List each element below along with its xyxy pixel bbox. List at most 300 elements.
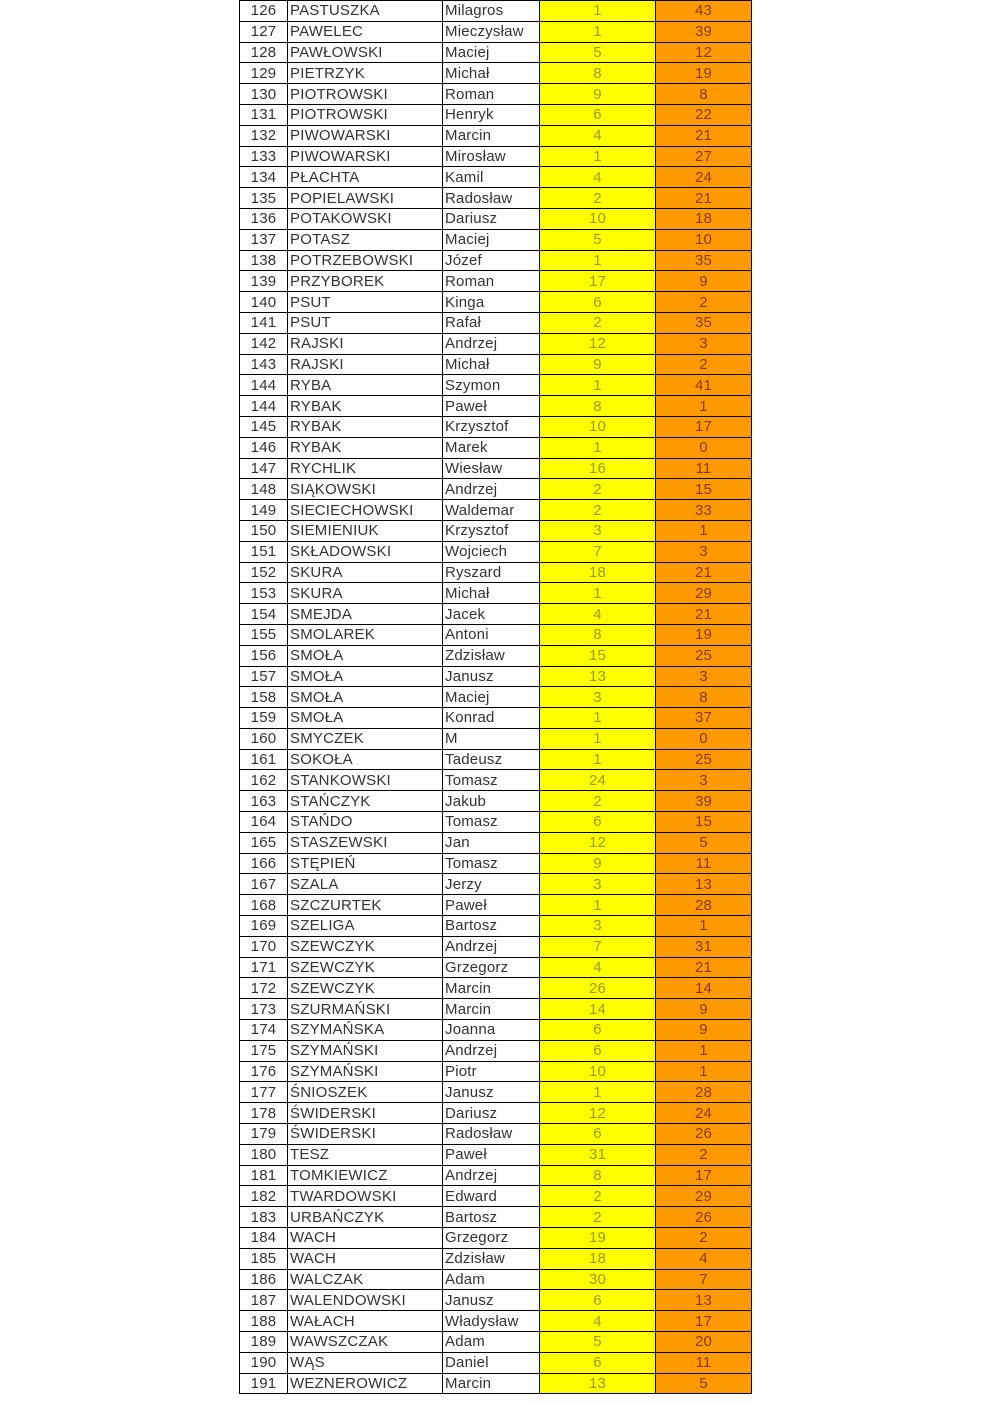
table-row	[240, 936, 752, 957]
surname-cell: SIECIECHOWSKI	[288, 500, 443, 521]
value-2-cell: 28	[656, 895, 752, 916]
value-1-cell: 3	[540, 520, 656, 541]
surname-cell: SZURMAŃSKI	[288, 999, 443, 1020]
row-number-cell: 173	[240, 999, 288, 1020]
value-2-cell: 28	[656, 1082, 752, 1103]
row-number-cell: 128	[240, 42, 288, 63]
surname-cell: URBAŃCZYK	[288, 1207, 443, 1228]
surname-cell: PIETRZYK	[288, 63, 443, 84]
value-1-cell: 2	[540, 1207, 656, 1228]
first-name-cell: Rafał	[443, 312, 540, 333]
first-name-cell: Marcin	[443, 125, 540, 146]
surname-cell: RYCHLIK	[288, 458, 443, 479]
surname-cell: STĘPIEŃ	[288, 853, 443, 874]
row-number-cell: 186	[240, 1269, 288, 1290]
table-row	[240, 604, 752, 625]
value-1-cell: 13	[540, 666, 656, 687]
table-row	[240, 541, 752, 562]
first-name-cell: Henryk	[443, 104, 540, 125]
row-number-cell: 142	[240, 333, 288, 354]
value-1-cell: 6	[540, 812, 656, 833]
row-number-cell: 158	[240, 687, 288, 708]
surname-cell: RAJSKI	[288, 354, 443, 375]
table-row	[240, 104, 752, 125]
surname-cell: SIEMIENIUK	[288, 520, 443, 541]
surname-cell: PIWOWARSKI	[288, 146, 443, 167]
value-1-cell: 4	[540, 167, 656, 188]
first-name-cell: Janusz	[443, 1082, 540, 1103]
surname-cell: SKURA	[288, 583, 443, 604]
table-row	[240, 1082, 752, 1103]
results-table	[239, 0, 752, 1394]
first-name-cell: Krzysztof	[443, 416, 540, 437]
value-1-cell: 16	[540, 458, 656, 479]
surname-cell: SIĄKOWSKI	[288, 479, 443, 500]
first-name-cell: Bartosz	[443, 1207, 540, 1228]
surname-cell: RAJSKI	[288, 333, 443, 354]
value-2-cell: 15	[656, 812, 752, 833]
first-name-cell: Michał	[443, 354, 540, 375]
value-1-cell: 1	[540, 21, 656, 42]
surname-cell: SKURA	[288, 562, 443, 583]
table-row	[240, 708, 752, 729]
first-name-cell: Władysław	[443, 1311, 540, 1332]
surname-cell: PŁACHTA	[288, 167, 443, 188]
value-1-cell: 10	[540, 416, 656, 437]
value-1-cell: 4	[540, 125, 656, 146]
table-row	[240, 1332, 752, 1353]
value-1-cell: 6	[540, 1352, 656, 1373]
surname-cell: ŚWIDERSKI	[288, 1103, 443, 1124]
table-row	[240, 583, 752, 604]
first-name-cell: Ryszard	[443, 562, 540, 583]
table-row	[240, 229, 752, 250]
table-row	[240, 749, 752, 770]
first-name-cell: Maciej	[443, 229, 540, 250]
table-row	[240, 978, 752, 999]
first-name-cell: Jerzy	[443, 874, 540, 895]
first-name-cell: Paweł	[443, 1144, 540, 1165]
row-number-cell: 139	[240, 271, 288, 292]
first-name-cell: Andrzej	[443, 1040, 540, 1061]
row-number-cell: 180	[240, 1144, 288, 1165]
table-row	[240, 1248, 752, 1269]
surname-cell: POTAKOWSKI	[288, 208, 443, 229]
value-1-cell: 7	[540, 541, 656, 562]
first-name-cell: Grzegorz	[443, 1228, 540, 1249]
surname-cell: PAWŁOWSKI	[288, 42, 443, 63]
table-row	[240, 895, 752, 916]
value-1-cell: 1	[540, 749, 656, 770]
surname-cell: WALCZAK	[288, 1269, 443, 1290]
table-row	[240, 396, 752, 417]
value-2-cell: 11	[656, 853, 752, 874]
value-1-cell: 9	[540, 84, 656, 105]
value-2-cell: 11	[656, 458, 752, 479]
table-row	[240, 1040, 752, 1061]
row-number-cell: 171	[240, 957, 288, 978]
surname-cell: STAŃCZYK	[288, 791, 443, 812]
table-row	[240, 1186, 752, 1207]
value-2-cell: 0	[656, 437, 752, 458]
value-2-cell: 39	[656, 791, 752, 812]
value-2-cell: 5	[656, 1373, 752, 1394]
surname-cell: ŚWIDERSKI	[288, 1124, 443, 1145]
surname-cell: STAŃDO	[288, 812, 443, 833]
value-2-cell: 43	[656, 1, 752, 22]
surname-cell: WAWSZCZAK	[288, 1332, 443, 1353]
value-2-cell: 15	[656, 479, 752, 500]
first-name-cell: Wiesław	[443, 458, 540, 479]
first-name-cell: Jakub	[443, 791, 540, 812]
surname-cell: TESZ	[288, 1144, 443, 1165]
table-row	[240, 250, 752, 271]
row-number-cell: 166	[240, 853, 288, 874]
surname-cell: SKŁADOWSKI	[288, 541, 443, 562]
first-name-cell: Tomasz	[443, 770, 540, 791]
row-number-cell: 161	[240, 749, 288, 770]
value-2-cell: 21	[656, 125, 752, 146]
value-1-cell: 31	[540, 1144, 656, 1165]
table-row	[240, 292, 752, 313]
value-1-cell: 4	[540, 957, 656, 978]
table-row	[240, 666, 752, 687]
value-1-cell: 1	[540, 375, 656, 396]
surname-cell: PASTUSZKA	[288, 1, 443, 22]
surname-cell: PSUT	[288, 312, 443, 333]
value-2-cell: 17	[656, 416, 752, 437]
surname-cell: RYBAK	[288, 416, 443, 437]
value-1-cell: 1	[540, 583, 656, 604]
value-1-cell: 1	[540, 250, 656, 271]
table-row	[240, 1290, 752, 1311]
first-name-cell: Kinga	[443, 292, 540, 313]
value-1-cell: 19	[540, 1228, 656, 1249]
surname-cell: STANKOWSKI	[288, 770, 443, 791]
row-number-cell: 191	[240, 1373, 288, 1394]
table-row	[240, 1020, 752, 1041]
table-row	[240, 1061, 752, 1082]
surname-cell: SOKOŁA	[288, 749, 443, 770]
value-2-cell: 21	[656, 188, 752, 209]
value-2-cell: 31	[656, 936, 752, 957]
row-number-cell: 153	[240, 583, 288, 604]
first-name-cell: Andrzej	[443, 936, 540, 957]
surname-cell: WAŁACH	[288, 1311, 443, 1332]
value-2-cell: 37	[656, 708, 752, 729]
value-1-cell: 6	[540, 292, 656, 313]
first-name-cell: Waldemar	[443, 500, 540, 521]
value-1-cell: 30	[540, 1269, 656, 1290]
row-number-cell: 185	[240, 1248, 288, 1269]
row-number-cell: 133	[240, 146, 288, 167]
table-row	[240, 1165, 752, 1186]
row-number-cell: 189	[240, 1332, 288, 1353]
surname-cell: SMYCZEK	[288, 728, 443, 749]
row-number-cell: 143	[240, 354, 288, 375]
value-1-cell: 2	[540, 500, 656, 521]
row-number-cell: 147	[240, 458, 288, 479]
table-row	[240, 1144, 752, 1165]
value-1-cell: 5	[540, 229, 656, 250]
value-2-cell: 22	[656, 104, 752, 125]
row-number-cell: 187	[240, 1290, 288, 1311]
value-1-cell: 2	[540, 791, 656, 812]
value-2-cell: 25	[656, 749, 752, 770]
surname-cell: WEZNEROWICZ	[288, 1373, 443, 1394]
value-1-cell: 8	[540, 1165, 656, 1186]
surname-cell: PIOTROWSKI	[288, 84, 443, 105]
first-name-cell: Edward	[443, 1186, 540, 1207]
first-name-cell: Paweł	[443, 396, 540, 417]
first-name-cell: Andrzej	[443, 333, 540, 354]
first-name-cell: Wojciech	[443, 541, 540, 562]
first-name-cell: Kamil	[443, 167, 540, 188]
table-row	[240, 354, 752, 375]
value-2-cell: 19	[656, 624, 752, 645]
row-number-cell: 150	[240, 520, 288, 541]
first-name-cell: Antoni	[443, 624, 540, 645]
table-row	[240, 645, 752, 666]
row-number-cell: 188	[240, 1311, 288, 1332]
row-number-cell: 130	[240, 84, 288, 105]
value-1-cell: 1	[540, 708, 656, 729]
results-table-body	[240, 1, 752, 1394]
value-2-cell: 20	[656, 1332, 752, 1353]
surname-cell: RYBAK	[288, 437, 443, 458]
first-name-cell: Dariusz	[443, 1103, 540, 1124]
value-2-cell: 1	[656, 916, 752, 937]
surname-cell: SMEJDA	[288, 604, 443, 625]
value-2-cell: 9	[656, 1020, 752, 1041]
value-2-cell: 2	[656, 292, 752, 313]
first-name-cell: Maciej	[443, 42, 540, 63]
table-row	[240, 1352, 752, 1373]
surname-cell: STASZEWSKI	[288, 832, 443, 853]
surname-cell: SMOŁA	[288, 645, 443, 666]
surname-cell: SMOŁA	[288, 666, 443, 687]
row-number-cell: 144	[240, 396, 288, 417]
table-row	[240, 1228, 752, 1249]
value-2-cell: 24	[656, 1103, 752, 1124]
surname-cell: POPIELAWSKI	[288, 188, 443, 209]
value-1-cell: 24	[540, 770, 656, 791]
value-1-cell: 5	[540, 42, 656, 63]
row-number-cell: 175	[240, 1040, 288, 1061]
first-name-cell: Adam	[443, 1269, 540, 1290]
first-name-cell: M	[443, 728, 540, 749]
value-1-cell: 6	[540, 1040, 656, 1061]
value-1-cell: 9	[540, 853, 656, 874]
value-2-cell: 3	[656, 541, 752, 562]
surname-cell: SZYMAŃSKI	[288, 1061, 443, 1082]
value-2-cell: 2	[656, 1144, 752, 1165]
value-2-cell: 27	[656, 146, 752, 167]
value-2-cell: 29	[656, 583, 752, 604]
row-number-cell: 170	[240, 936, 288, 957]
value-1-cell: 3	[540, 916, 656, 937]
row-number-cell: 129	[240, 63, 288, 84]
row-number-cell: 165	[240, 832, 288, 853]
value-2-cell: 3	[656, 770, 752, 791]
row-number-cell: 176	[240, 1061, 288, 1082]
value-2-cell: 14	[656, 978, 752, 999]
row-number-cell: 157	[240, 666, 288, 687]
surname-cell: PAWELEC	[288, 21, 443, 42]
value-2-cell: 35	[656, 250, 752, 271]
table-row	[240, 812, 752, 833]
value-1-cell: 2	[540, 479, 656, 500]
row-number-cell: 184	[240, 1228, 288, 1249]
row-number-cell: 183	[240, 1207, 288, 1228]
value-1-cell: 2	[540, 188, 656, 209]
first-name-cell: Marcin	[443, 999, 540, 1020]
surname-cell: SMOŁA	[288, 687, 443, 708]
row-number-cell: 159	[240, 708, 288, 729]
value-1-cell: 3	[540, 874, 656, 895]
table-row	[240, 1269, 752, 1290]
table-row	[240, 1103, 752, 1124]
first-name-cell: Tomasz	[443, 853, 540, 874]
surname-cell: PRZYBOREK	[288, 271, 443, 292]
table-row	[240, 500, 752, 521]
value-1-cell: 10	[540, 1061, 656, 1082]
first-name-cell: Janusz	[443, 666, 540, 687]
value-2-cell: 11	[656, 1352, 752, 1373]
row-number-cell: 162	[240, 770, 288, 791]
value-2-cell: 2	[656, 354, 752, 375]
first-name-cell: Bartosz	[443, 916, 540, 937]
value-1-cell: 26	[540, 978, 656, 999]
value-2-cell: 1	[656, 1061, 752, 1082]
value-1-cell: 6	[540, 1020, 656, 1041]
row-number-cell: 137	[240, 229, 288, 250]
surname-cell: POTASZ	[288, 229, 443, 250]
first-name-cell: Szymon	[443, 375, 540, 396]
value-1-cell: 12	[540, 832, 656, 853]
table-row	[240, 1, 752, 22]
value-2-cell: 12	[656, 42, 752, 63]
value-1-cell: 2	[540, 312, 656, 333]
table-row	[240, 832, 752, 853]
surname-cell: PIWOWARSKI	[288, 125, 443, 146]
row-number-cell: 178	[240, 1103, 288, 1124]
value-1-cell: 8	[540, 396, 656, 417]
value-2-cell: 1	[656, 520, 752, 541]
value-2-cell: 26	[656, 1124, 752, 1145]
row-number-cell: 179	[240, 1124, 288, 1145]
table-row	[240, 125, 752, 146]
row-number-cell: 138	[240, 250, 288, 271]
value-1-cell: 4	[540, 604, 656, 625]
row-number-cell: 154	[240, 604, 288, 625]
table-row	[240, 916, 752, 937]
value-1-cell: 12	[540, 1103, 656, 1124]
table-row	[240, 728, 752, 749]
row-number-cell: 126	[240, 1, 288, 22]
row-number-cell: 151	[240, 541, 288, 562]
value-2-cell: 26	[656, 1207, 752, 1228]
first-name-cell: Paweł	[443, 895, 540, 916]
table-row	[240, 874, 752, 895]
row-number-cell: 135	[240, 188, 288, 209]
surname-cell: PIOTROWSKI	[288, 104, 443, 125]
first-name-cell: Konrad	[443, 708, 540, 729]
value-2-cell: 5	[656, 832, 752, 853]
table-row	[240, 853, 752, 874]
table-row	[240, 791, 752, 812]
first-name-cell: Zdzisław	[443, 1248, 540, 1269]
value-2-cell: 7	[656, 1269, 752, 1290]
first-name-cell: Michał	[443, 583, 540, 604]
first-name-cell: Radosław	[443, 1124, 540, 1145]
table-row	[240, 21, 752, 42]
table-row	[240, 333, 752, 354]
table-row	[240, 624, 752, 645]
row-number-cell: 167	[240, 874, 288, 895]
first-name-cell: Mieczysław	[443, 21, 540, 42]
value-1-cell: 8	[540, 63, 656, 84]
table-row	[240, 1124, 752, 1145]
surname-cell: TOMKIEWICZ	[288, 1165, 443, 1186]
table-row	[240, 375, 752, 396]
value-2-cell: 17	[656, 1165, 752, 1186]
row-number-cell: 131	[240, 104, 288, 125]
table-row	[240, 167, 752, 188]
value-2-cell: 3	[656, 666, 752, 687]
first-name-cell: Maciej	[443, 687, 540, 708]
row-number-cell: 140	[240, 292, 288, 313]
value-1-cell: 12	[540, 333, 656, 354]
row-number-cell: 148	[240, 479, 288, 500]
value-1-cell: 10	[540, 208, 656, 229]
row-number-cell: 132	[240, 125, 288, 146]
value-2-cell: 13	[656, 1290, 752, 1311]
value-1-cell: 6	[540, 1290, 656, 1311]
row-number-cell: 149	[240, 500, 288, 521]
value-2-cell: 41	[656, 375, 752, 396]
first-name-cell: Andrzej	[443, 479, 540, 500]
surname-cell: SZEWCZYK	[288, 978, 443, 999]
value-2-cell: 1	[656, 1040, 752, 1061]
value-2-cell: 17	[656, 1311, 752, 1332]
first-name-cell: Daniel	[443, 1352, 540, 1373]
first-name-cell: Marek	[443, 437, 540, 458]
value-2-cell: 13	[656, 874, 752, 895]
first-name-cell: Tadeusz	[443, 749, 540, 770]
first-name-cell: Roman	[443, 84, 540, 105]
value-2-cell: 35	[656, 312, 752, 333]
value-1-cell: 8	[540, 624, 656, 645]
surname-cell: WACH	[288, 1248, 443, 1269]
value-2-cell: 18	[656, 208, 752, 229]
value-1-cell: 15	[540, 645, 656, 666]
first-name-cell: Joanna	[443, 1020, 540, 1041]
row-number-cell: 190	[240, 1352, 288, 1373]
value-1-cell: 6	[540, 1124, 656, 1145]
value-2-cell: 19	[656, 63, 752, 84]
row-number-cell: 155	[240, 624, 288, 645]
first-name-cell: Grzegorz	[443, 957, 540, 978]
value-1-cell: 6	[540, 104, 656, 125]
value-1-cell: 14	[540, 999, 656, 1020]
table-row	[240, 63, 752, 84]
value-1-cell: 2	[540, 1186, 656, 1207]
surname-cell: SMOLAREK	[288, 624, 443, 645]
value-2-cell: 2	[656, 1228, 752, 1249]
row-number-cell: 145	[240, 416, 288, 437]
surname-cell: POTRZEBOWSKI	[288, 250, 443, 271]
